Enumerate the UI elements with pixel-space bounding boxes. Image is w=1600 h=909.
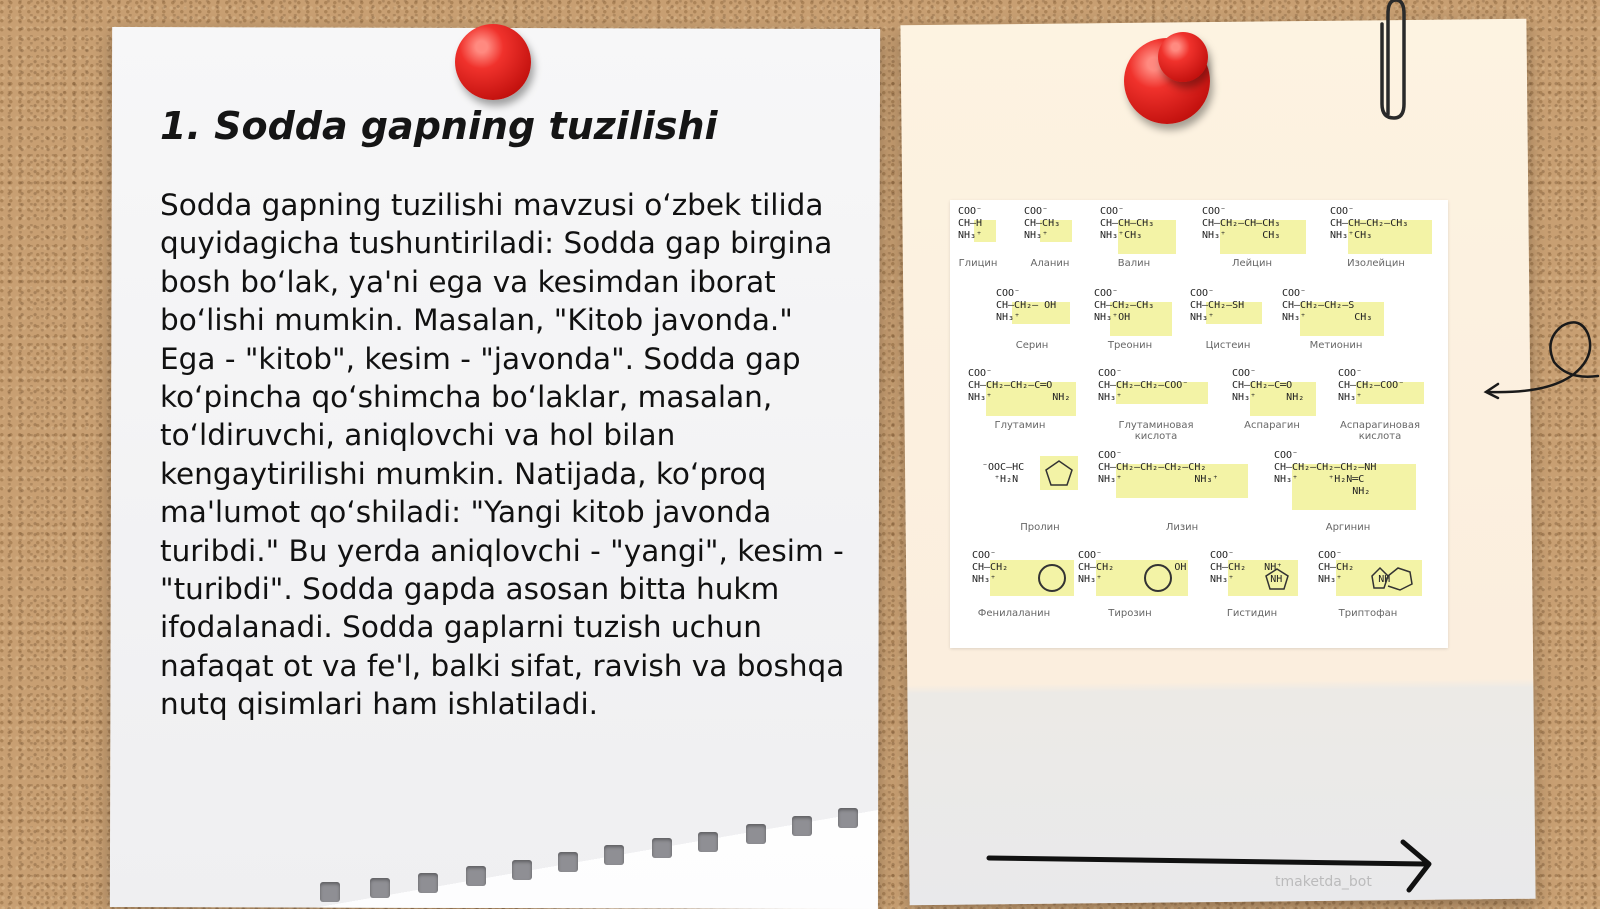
- benzene-ring-icon: [1144, 564, 1172, 592]
- amino-acid-phenylalanine: COO⁻ CH—CH₂ NH₃⁺ Фенилаланин: [972, 550, 1008, 586]
- benzene-ring-icon: [1038, 564, 1066, 592]
- amino-acid-glutamine: COO⁻ CH—CH₂—CH₂—C═O NH₃⁺ NH₂ Глутамин: [968, 368, 1070, 404]
- amino-acid-lysine: COO⁻ CH—CH₂—CH₂—CH₂—CH₂ NH₃⁺ NH₃⁺ Лизин: [1098, 450, 1218, 486]
- amino-acid-cysteine: COO⁻ CH—CH₂—SH NH₃⁺ Цистеин: [1190, 288, 1244, 324]
- amino-acid-methionine: COO⁻ CH—CH₂—CH₂—S NH₃⁺ CH₃ Метионин: [1282, 288, 1372, 324]
- amino-acid-arginine: COO⁻ CH—CH₂—CH₂—CH₂—NH NH₃⁺ ⁺H₂N═C NH₂ Аргинин: [1274, 450, 1376, 498]
- amino-acid-leucine: COO⁻ CH—CH₂—CH—CH₃ NH₃⁺ CH₃ Лейцин: [1202, 206, 1280, 242]
- amino-acid-serine: COO⁻ CH—CH₂— OH NH₃⁺ Серин: [996, 288, 1056, 324]
- amino-acid-glutamic-acid: COO⁻ CH—CH₂—CH₂—COO⁻ NH₃⁺ Глутаминовая кислота: [1098, 368, 1188, 404]
- watermark: tmaketda_bot: [1275, 874, 1372, 890]
- amino-acid-asparagine: COO⁻ CH—CH₂—C═O NH₃⁺ NH₂ Аспарагин: [1232, 368, 1304, 404]
- amino-acid-histidine: COO⁻ CH—CH₂ NH⁺ NH₃⁺ NH Гистидин: [1210, 550, 1282, 586]
- amino-acids-chart: [950, 200, 1448, 648]
- next-arrow-icon[interactable]: [985, 838, 1455, 898]
- torn-edge: [310, 788, 878, 909]
- amino-acid-tyrosine: COO⁻ CH—CH₂ OH NH₃⁺ Тирозин: [1078, 550, 1187, 619]
- amino-acid-proline: ⁻OOC—HC ⁺H₂N Пролин: [982, 462, 1024, 486]
- amino-acid-isoleucine: COO⁻ CH—CH—CH₂—CH₃ NH₃⁺CH₃ Изолейцин: [1330, 206, 1408, 242]
- pyrrolidine-ring-icon: [1042, 458, 1076, 488]
- red-pin-icon: [455, 24, 531, 100]
- indole-ring-icon: [1368, 562, 1418, 592]
- amino-acid-alanine: COO⁻ CH—CH₃ NH₃⁺ Аланин: [1024, 206, 1060, 242]
- red-pin-head-icon: [1158, 32, 1208, 82]
- amino-acid-threonine: COO⁻ CH—CH₂—CH₃ NH₃⁺OH Треонин: [1094, 288, 1154, 324]
- slide-title: 1. Sodda gapning tuzilishi: [160, 104, 718, 148]
- slide-body-text: Sodda gapning tuzilishi mavzusi oʻzbek tilida quyidagicha tushuntiriladi: Sodda gap birgina bosh boʻlak, ya'ni ega va kesimdan iborat boʻlishi mumkin. Masalan, "Kitob javonda." Ega - "kitob", kesim - "javonda". Sodda gap koʻpincha qoʻshimcha boʻlaklar, masalan, toʻldiruvchi, aniqlovchi va hol bilan kengaytirilishi mumkin. Natijada, koʻproq ma'lumot qoʻshiladi: "Yangi kitob javonda turibdi." Bu yerda aniqlovchi - "yangi", kesim - "turibdi". Sodda gapda asosan bitta hukm ifodalanadi. Sodda gaplarni tuzish uchun nafaqat ot va fe'l, balki sifat, ravish va boshqa nutq qisimlari ham ishlatiladi.: [160, 188, 845, 722]
- doodle-loop-arrow-icon: [1478, 310, 1600, 420]
- amino-acid-valine: COO⁻ CH—CH—CH₃ NH₃⁺CH₃ Валин: [1100, 206, 1154, 242]
- paperclip-icon: [1374, 0, 1414, 124]
- amino-acid-glycine: COO⁻ CH—H NH₃⁺ Глицин: [958, 206, 998, 269]
- imidazole-ring-icon: [1262, 566, 1292, 592]
- amino-acid-tryptophan: COO⁻ CH—CH₂ NH₃⁺ NH Триптофан: [1318, 550, 1390, 586]
- amino-acid-aspartic-acid: COO⁻ CH—CH₂—COO⁻ NH₃⁺ Аспарагиновая кислота: [1338, 368, 1404, 404]
